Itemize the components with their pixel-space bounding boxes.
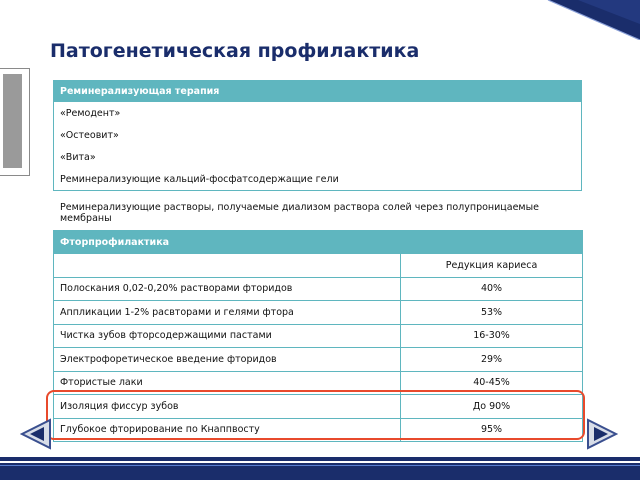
back-arrow-icon[interactable]: [20, 418, 54, 450]
remineralization-item: «Вита»: [54, 146, 582, 168]
reduction-cell: 16-30%: [401, 324, 583, 348]
remineralization-item: Реминерализующие кальций-фосфатсодержащие гели: [54, 168, 582, 191]
remineralization-table: [53, 80, 582, 191]
highlight-frame: [46, 390, 585, 440]
table-row: [54, 324, 583, 348]
method-cell: Электрофоретическое введение фторидов: [54, 348, 401, 372]
reduction-cell: 40-45%: [401, 371, 583, 395]
remineralization-item: «Ремодент»: [54, 102, 582, 125]
footer-bar: [0, 457, 640, 480]
reduction-cell: 29%: [401, 348, 583, 372]
reduction-column-header: Редукция кариеса: [401, 254, 583, 278]
page-title: Патогенетическая профилактика: [50, 40, 420, 62]
reduction-cell: 53%: [401, 301, 583, 325]
reduction-cell: 40%: [401, 277, 583, 301]
table-row: [54, 301, 583, 325]
method-cell: Аппликации 1-2% расвторами и гелями фтора: [54, 301, 401, 325]
reduction-cell: 95%: [401, 418, 583, 442]
remineralization-header: Реминерализующая терапия: [54, 81, 582, 102]
method-cell: Фтористые лаки: [54, 371, 401, 395]
reduction-cell: До 90%: [401, 395, 583, 419]
method-cell: Изоляция фиссур зубов: [54, 395, 401, 419]
remineralization-item: «Остеовит»: [54, 124, 582, 146]
empty-header-cell: [54, 254, 401, 278]
method-cell: Чистка зубов фторсодержащими пастами: [54, 324, 401, 348]
fluoride-header: Фторпрофилактика: [54, 231, 583, 254]
table-row: [54, 348, 583, 372]
side-decoration: [0, 68, 30, 176]
table-row: [54, 277, 583, 301]
corner-decoration: [490, 0, 640, 40]
method-cell: Полоскания 0,02-0,20% растворами фторидов: [54, 277, 401, 301]
method-cell: Глубокое фторирование по Кнаппвосту: [54, 418, 401, 442]
remineralization-note: Реминерализующие растворы, получаемые диализом раствора солей через полупроницаемые мембраны: [60, 202, 539, 224]
forward-arrow-icon[interactable]: [584, 418, 618, 450]
